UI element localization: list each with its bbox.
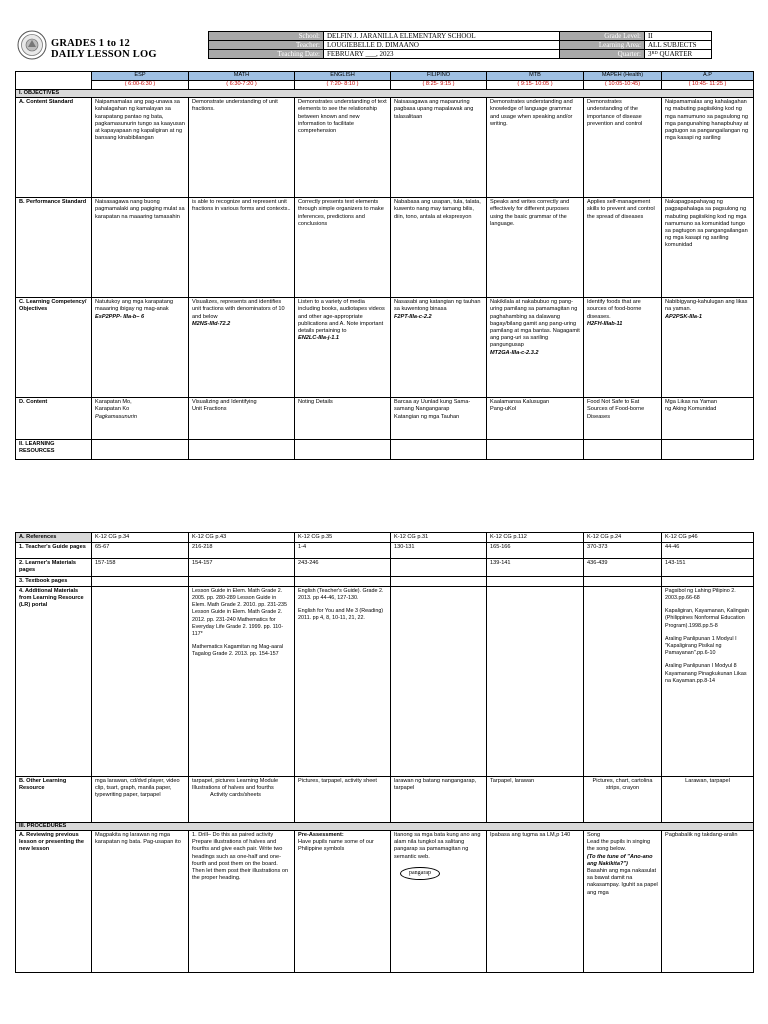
lm-cell: 243-246 — [295, 559, 391, 576]
competency-cell: Natutukoy ang mga karapatang maaaring ibigay ng mag-anak EsP2PPP- IIIa-b– 6 — [92, 298, 189, 398]
competency-code: F2PT-IIIa-c-2.2 — [394, 313, 432, 320]
tg-cell: 165-166 — [487, 543, 584, 559]
content-standard-cell: Demonstrates understanding of the importance of disease prevention and control — [584, 98, 662, 198]
competency-cell: Nabibigyang-kahulugan ang likas na yaman. AP2PSK-IIIa-1 — [662, 298, 754, 398]
empty-cell — [391, 440, 487, 460]
subject-time: ( 9:15- 10:05 ) — [487, 81, 584, 90]
content-cell: Mga Likas na Yaman ng Aking Komunidad — [662, 398, 754, 440]
empty-cell — [584, 586, 662, 776]
reviewing-math-cell: 1. Drill– Do this as paired activity Prepare illustrations of halves and fourths and give each pair. Write two headings such as one-half and one-fourth and post them on the board. Then let them post their illustrations on the proper heading. — [189, 831, 295, 973]
tg-cell: 44-46 — [662, 543, 754, 559]
empty-cell — [391, 576, 487, 586]
date-label: Teaching Date: — [209, 50, 324, 59]
content-cell: Barcaa ay Uunlad kung Sama-samang Nangangarap Katangian ng mga Tauhan — [391, 398, 487, 440]
empty-cell — [92, 576, 189, 586]
empty-cell — [584, 576, 662, 586]
resources-procedures-table — [15, 532, 754, 973]
teacher-label: Teacher: — [209, 41, 324, 50]
lm-cell: 436-439 — [584, 559, 662, 576]
subject-time: ( 10:05-10:45) — [584, 81, 662, 90]
performance-standard-cell: Nababasa ang usapan, tula, talata, kuwento nang may tamang bilis, diin, tono, antala at ekspresyon — [391, 198, 487, 298]
objectives-table — [15, 71, 754, 460]
reviewing-esp-cell: Magpakita ng larawan ng mga karapatan ng bata. Pag-usapan ito — [92, 831, 189, 973]
subject-time: ( 8:25- 9:15 ) — [391, 81, 487, 90]
school-value: DELFIN J. JARANILLA ELEMENTARY SCHOOL — [324, 32, 560, 41]
lm-cell: 157-158 — [92, 559, 189, 576]
reference-cell: K-12 CG p.43 — [189, 533, 295, 543]
lm-cell: 154-157 — [189, 559, 295, 576]
other-resource-cell: Pictures, chart, cartolina strips, crayon — [584, 776, 662, 822]
additional-ap-cell: Pagsibol ng Lahing Pilipino 2. 2003.pp.66-68 Kapaligiran, Kayamanan, Kalingain (Philippines Nonformal Education Program).1998.pp.5-8 Araling Panlipunan 1 Modyul I "Kapaligirang Pisikal ng Pamayanan".pp.6-10 Araling Panlipunan I Modyul 8 Kayamanang Pinagkukunan Likas na Kayaman.pp.8-14 — [662, 586, 754, 776]
reviewing-english-cell: Pre-Assessment: Have pupils name some of our Philippine symbols — [295, 831, 391, 973]
deped-seal-icon — [17, 30, 47, 60]
lm-cell — [391, 559, 487, 576]
subject-header: ENGLISH — [295, 72, 391, 81]
area-value: ALL SUBJECTS — [645, 41, 712, 50]
date-value: FEBRUARY ___, 2023 — [324, 50, 560, 59]
reference-cell: K-12 CG p46 — [662, 533, 754, 543]
row-label-learning-resources: II. LEARNING RESOURCES — [16, 440, 92, 460]
content-cell: Noting Details — [295, 398, 391, 440]
reference-cell: K-12 CG p.24 — [584, 533, 662, 543]
row-label-content: D. Content — [16, 398, 92, 440]
empty-cell — [584, 440, 662, 460]
reviewing-filipino-cell: Itanong sa mga bata kung ano ang alam nila tungkol sa salitang pangarap sa pamamagitan ng semantic web. pangarap — [391, 831, 487, 973]
empty-cell — [662, 440, 754, 460]
other-resource-cell: Pictures, tarpapel, activity sheet — [295, 776, 391, 822]
additional-math-cell: Lesson Guide in Elem. Math Grade 2. 2005. pp. 280-289 Lesson Guide in Elem. Math Grade 2. 2010. pp. 231-235 Lesson Guide in Elem. Math Grade 2. 2012. pp. 231-240 Mathematics for Everyday Life Grade 2. 1999. pp. 110-117* Mathematics Kagamitan ng Mag-aaral Tagalog Grade 2. 2013. pp. 154-157 — [189, 586, 295, 776]
competency-code: M2NS-IIId-72.2 — [192, 320, 231, 327]
competency-cell: Nakikilala at nakabubuo ng pang-uring pamilang sa pamamagitan ng paghahambing sa dalawang bagay/bilang gamit ang pang-uring pamilang at mga bantas. Nagagamit ang pang-uri sa sariling pangungusap MT2GA-IIIa-c-2.3.2 — [487, 298, 584, 398]
title-line-2: DAILY LESSON LOG — [51, 49, 157, 60]
performance-standard-cell: Applies self-management skills to prevent and control the spread of diseases — [584, 198, 662, 298]
competency-cell: Nasasabi ang katangian ng tauhan sa kuwentong binasa F2PT-IIIa-c-2.2 — [391, 298, 487, 398]
content-cell: Food Not Safe to Eat Sources of Food-borne Diseases — [584, 398, 662, 440]
subject-header: MTB — [487, 72, 584, 81]
content-cell: Karapatan Mo, Karapatan Ko Pagkamasunurin — [92, 398, 189, 440]
tg-cell: 65-67 — [92, 543, 189, 559]
other-resource-cell: tarpapel, pictures Learning Module Illustrations of halves and fourths Activity cards/sheets — [189, 776, 295, 822]
row-label-additional-materials: 4. Additional Materials from Learning Resource (LR) portal — [16, 586, 92, 776]
tg-cell: 370-373 — [584, 543, 662, 559]
reference-cell: K-12 CG p.34 — [92, 533, 189, 543]
subject-header: ESP — [92, 72, 189, 81]
row-label-other-resources: B. Other Learning Resource — [16, 776, 92, 822]
content-standard-cell: Demonstrates understanding of text elements to see the relationship between known and new information to facilitate comprehension — [295, 98, 391, 198]
row-label-competency: C. Learning Competency/ Objectives — [16, 298, 92, 398]
title-line-1: GRADES 1 to 12 — [51, 38, 130, 49]
reference-cell: K-12 CG p.31 — [391, 533, 487, 543]
tg-cell: 216-218 — [189, 543, 295, 559]
empty-cell — [92, 440, 189, 460]
subject-header: MAPEH (Health) — [584, 72, 662, 81]
empty-cell — [189, 576, 295, 586]
header-info-table — [208, 31, 712, 59]
competency-cell: Identify foods that are sources of food-borne diseases. H2FH-IIIab-11 — [584, 298, 662, 398]
row-label-performance-standard: B. Performance Standard — [16, 198, 92, 298]
subject-time: ( 6:30-7:20 ) — [189, 81, 295, 90]
row-label-content-standard: A. Content Standard — [16, 98, 92, 198]
performance-standard-cell: Naisasagawa nang buong pagmamalaki ang pagiging mulat sa karapatan na maaaring tamasahin — [92, 198, 189, 298]
content-standard-cell: Naipamamalas ang pag-unawa sa kahalagahan ng kamalayan sa karapatang pantao ng bata, pagkamasunurin tungo sa kaayusan at kapayapaan ng kapaligiran at ng bansang kinabibilangan — [92, 98, 189, 198]
subject-header: A.P — [662, 72, 754, 81]
lm-cell: 139-141 — [487, 559, 584, 576]
competency-code: EN2LC-IIIa-j-1.1 — [298, 335, 340, 342]
empty-cell — [295, 440, 391, 460]
subject-header: FILIPINO — [391, 72, 487, 81]
tg-cell: 1-4 — [295, 543, 391, 559]
performance-standard-cell: Correctly presents text elements through simple organizers to make inferences, predictions and conclusions — [295, 198, 391, 298]
reference-cell: K-12 CG p.35 — [295, 533, 391, 543]
other-resource-cell: Tarpapel, larawan — [487, 776, 584, 822]
subject-header: MATH — [189, 72, 295, 81]
reference-cell: K-12 CG p.112 — [487, 533, 584, 543]
school-label: School: — [209, 32, 324, 41]
empty-cell — [487, 440, 584, 460]
section-objectives: I. OBJECTIVES — [16, 90, 754, 98]
performance-standard-cell: Nakapagpapahayag ng pagpapahalaga sa pagsulong ng mabuting pagiisiking kod ng mga namumuno sa komunidad tungo sa pagtugon sa pangangailangan ng mga kasapi ng sariling komunidad — [662, 198, 754, 298]
row-label-learners-materials: 2. Learner's Materials pages — [16, 559, 92, 576]
semantic-web-oval: pangarap — [400, 867, 440, 880]
other-resource-cell: Larawan, tarpapel — [662, 776, 754, 822]
content-cell: Visualizing and Identifying Unit Fractions — [189, 398, 295, 440]
row-label-reviewing: A. Reviewing previous lesson or presenting the new lesson — [16, 831, 92, 973]
competency-cell: Listen to a variety of media including books, audiotapes videos and other age-appropriate publications and A. Note important details pertaining to EN2LC-IIIa-j-1.1 — [295, 298, 391, 398]
empty-cell — [487, 576, 584, 586]
content-standard-cell: Naipamamalas ang kahalagahan ng mabuting pagiisiking kod ng mga namumuno sa pagsulong ng mga pangunahing hanapbuhay at pagtugon sa pangangailangan ng mga kasapi ng sariling — [662, 98, 754, 198]
competency-code: H2FH-IIIab-11 — [587, 320, 623, 327]
other-resource-cell: larawan ng batang nangangarap, tarpapel — [391, 776, 487, 822]
reviewing-mtb-cell: Ipabasa ang tugma sa LM,p 140 — [487, 831, 584, 973]
competency-code: AP2PSK-IIIa-1 — [665, 313, 702, 320]
lm-cell: 143-151 — [662, 559, 754, 576]
quarter-label: Quarter: — [560, 50, 645, 59]
subject-time: ( 7:20- 8:10 ) — [295, 81, 391, 90]
row-label-references: A. References — [16, 533, 92, 543]
reviewing-ap-cell: Pagbabalik ng takdang-aralin — [662, 831, 754, 973]
additional-english-cell: English (Teacher's Guide). Grade 2. 2013. pp 44-46, 127-130. English for You and Me 3 (Reading) 2011. pp 4, 8, 10-11, 21, 22. — [295, 586, 391, 776]
content-standard-cell: Demonstrates understanding and knowledge of language grammar and usage when speaking and/or writing. — [487, 98, 584, 198]
corner-cell — [16, 72, 92, 90]
section-procedures: III. PROCEDURES — [16, 822, 754, 830]
empty-cell — [295, 576, 391, 586]
grade-label: Grade Level: — [560, 32, 645, 41]
empty-cell — [487, 586, 584, 776]
empty-cell — [92, 586, 189, 776]
competency-code: EsP2PPP- IIIa-b– 6 — [95, 313, 145, 320]
grade-value: II — [645, 32, 712, 41]
content-standard-cell: Naisasagawa ang mapanuring pagbasa upang mapalawak ang talasalitaan — [391, 98, 487, 198]
other-resource-cell: mga larawan, cd/dvd player, video clip, tsart, graph, manila paper, typewriting paper, tarpapel — [92, 776, 189, 822]
row-label-textbook: 3. Textbook pages — [16, 576, 92, 586]
subject-time: ( 6:00-6:30 ) — [92, 81, 189, 90]
subject-time: ( 10:45- 11:25 ) — [662, 81, 754, 90]
content-cell: Kaalamansa Kalusugan Pang-uKol — [487, 398, 584, 440]
tg-cell: 130-131 — [391, 543, 487, 559]
reviewing-mapeh-cell: Song Lead the pupils in singing the song below. (To the tune of "Ano-ano ang Nakikita?") Basahin ang mga nakasulat sa bawat damit na nakasampay. Iguhit sa papel ang mga — [584, 831, 662, 973]
empty-cell — [391, 586, 487, 776]
empty-cell — [189, 440, 295, 460]
performance-standard-cell: is able to recognize and represent unit fractions in various forms and contexts.. — [189, 198, 295, 298]
quarter-value: 3RD QUARTER — [645, 50, 712, 59]
area-label: Learning Area: — [560, 41, 645, 50]
performance-standard-cell: Speaks and writes correctly and effectively for different purposes using the basic grammar of the language. — [487, 198, 584, 298]
competency-cell: Visualizes, represents and identifies unit fractions with denominators of 10 and below M2NS-IIId-72.2 — [189, 298, 295, 398]
content-standard-cell: Demonstrate understanding of unit fractions. — [189, 98, 295, 198]
teacher-value: LOUGIEBELLE D. DIMAANO — [324, 41, 560, 50]
dll-title — [51, 38, 157, 60]
competency-code: MT2GA-IIIa-c-2.3.2 — [490, 349, 539, 356]
empty-cell — [662, 576, 754, 586]
row-label-teachers-guide: 1. Teacher's Guide pages — [16, 543, 92, 559]
